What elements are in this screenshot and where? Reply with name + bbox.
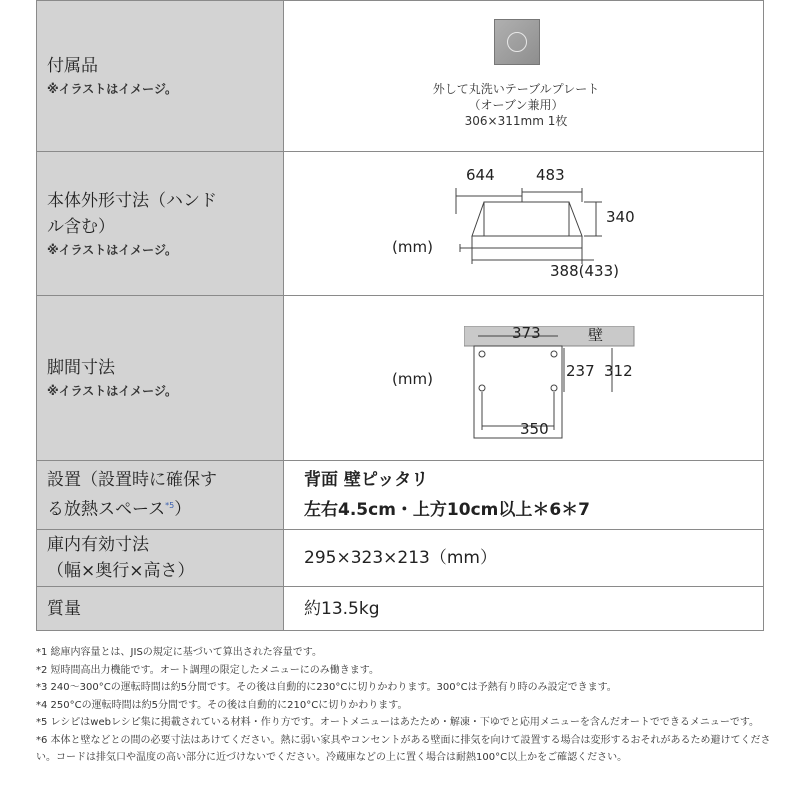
footnote-ref: *5 [165, 501, 175, 511]
spec-value-cell [284, 152, 764, 296]
illustration-note: ※イラストはイメージ。 [47, 242, 177, 257]
feet-bottom-span: 350 [520, 420, 549, 438]
interior-label-line1: 庫内有効寸法 [47, 535, 149, 555]
installation-label-line1: 設置（設置時に確保す [47, 470, 217, 491]
spec-value-cell [284, 530, 764, 587]
interior-dimensions: 295×323×213（mm） [304, 548, 497, 568]
spec-label-cell [37, 530, 284, 587]
spec-value-cell [284, 296, 764, 461]
plate-name: 外して丸洗いテーブルプレート [432, 82, 600, 96]
spec-table [36, 0, 764, 631]
dimension-height: 340 [606, 208, 635, 226]
footnote-3: *3 240～300°Cの運転時間は約5分間です。その後は自動的に230°Cに切りかわります。300°Cは予熱有り時のみ設定できます。 [36, 682, 617, 693]
spec-row-installation [37, 461, 764, 530]
illustration-note: ※イラストはイメージ。 [47, 82, 177, 96]
spec-row-interior [37, 530, 764, 587]
spec-row-dimensions [37, 152, 764, 296]
feet-spacing-diagram [464, 326, 664, 446]
feet-top-span: 373 [512, 324, 541, 342]
table-plate-image [494, 19, 540, 65]
spec-label-cell [37, 587, 284, 631]
dimension-front-depth: 388(433) [550, 262, 619, 280]
dimensions-label-line2: ル含む） [47, 216, 115, 237]
spec-label-cell [37, 152, 284, 296]
spec-label-cell [37, 296, 284, 461]
installation-rear: 背面 壁ピッタリ [304, 470, 429, 490]
installation-label-text: る放熱スペース [47, 499, 166, 520]
weight-value: 約13.5kg [304, 598, 380, 619]
interior-label-line2: （幅×奥行×高さ） [47, 561, 195, 581]
feet-depth-1: 237 [566, 362, 595, 380]
plate-usage: （オーブン兼用） [468, 98, 564, 112]
installation-label-close: ） [174, 499, 192, 520]
feet-label: 脚間寸法 [47, 358, 115, 378]
dimension-width: 644 [466, 166, 495, 184]
wall-label: 壁 [588, 326, 604, 344]
spec-value-cell [284, 461, 764, 530]
installation-clearance: 左右4.5cm・上方10cm以上＊6＊7 [304, 500, 591, 520]
spec-label-cell [37, 461, 284, 530]
accessories-label: 付属品 [47, 56, 98, 76]
spec-row-weight [37, 587, 764, 631]
spec-value-cell [284, 1, 764, 152]
spec-row-feet [37, 296, 764, 461]
spec-label-cell [37, 1, 284, 152]
spec-row-accessories [37, 1, 764, 152]
dimensions-label-line1: 本体外形寸法（ハンド [47, 190, 217, 211]
weight-label: 質量 [47, 598, 81, 619]
dimension-depth: 483 [536, 166, 565, 184]
footnote-5: *5 レシピはwebレシピ集に掲載されている材料・作り方です。オートメニューはあたため・解凍・下ゆでと応用メニューを含んだオートでできるメニューです。 [36, 717, 760, 728]
plate-size: 306×311mm 1枚 [464, 114, 568, 128]
illustration-note: ※イラストはイメージ。 [47, 384, 177, 398]
footnote-2: *2 短時間高出力機能です。オート調理の限定したメニューにのみ働きます。 [36, 664, 379, 676]
spec-value-cell [284, 587, 764, 631]
footnotes [36, 644, 776, 767]
feet-unit: (mm) [392, 370, 433, 388]
footnote-6: *6 本体と壁などとの間の必要寸法はあけてください。熱に弱い家具やコンセントがある壁面に排気を向けて設置する場合は変形するおそれがあるため避けてください。コードは排気口や温度の高い部分に近づけないでください。冷蔵庫などの上に置く場合は耐熱100°C以上かをご確認ください。 [36, 734, 771, 763]
plate-circle-icon [507, 32, 527, 52]
footnote-1: *1 総庫内容量とは、JISの規定に基づいて算出された容量です。 [36, 647, 322, 658]
installation-label-line2 [43, 493, 283, 523]
footnote-4: *4 250°Cの運転時間は約5分間です。その後は自動的に210°Cに切りかわります。 [36, 699, 408, 711]
dimensions-unit: (mm) [392, 238, 433, 256]
feet-depth-2: 312 [604, 362, 633, 380]
